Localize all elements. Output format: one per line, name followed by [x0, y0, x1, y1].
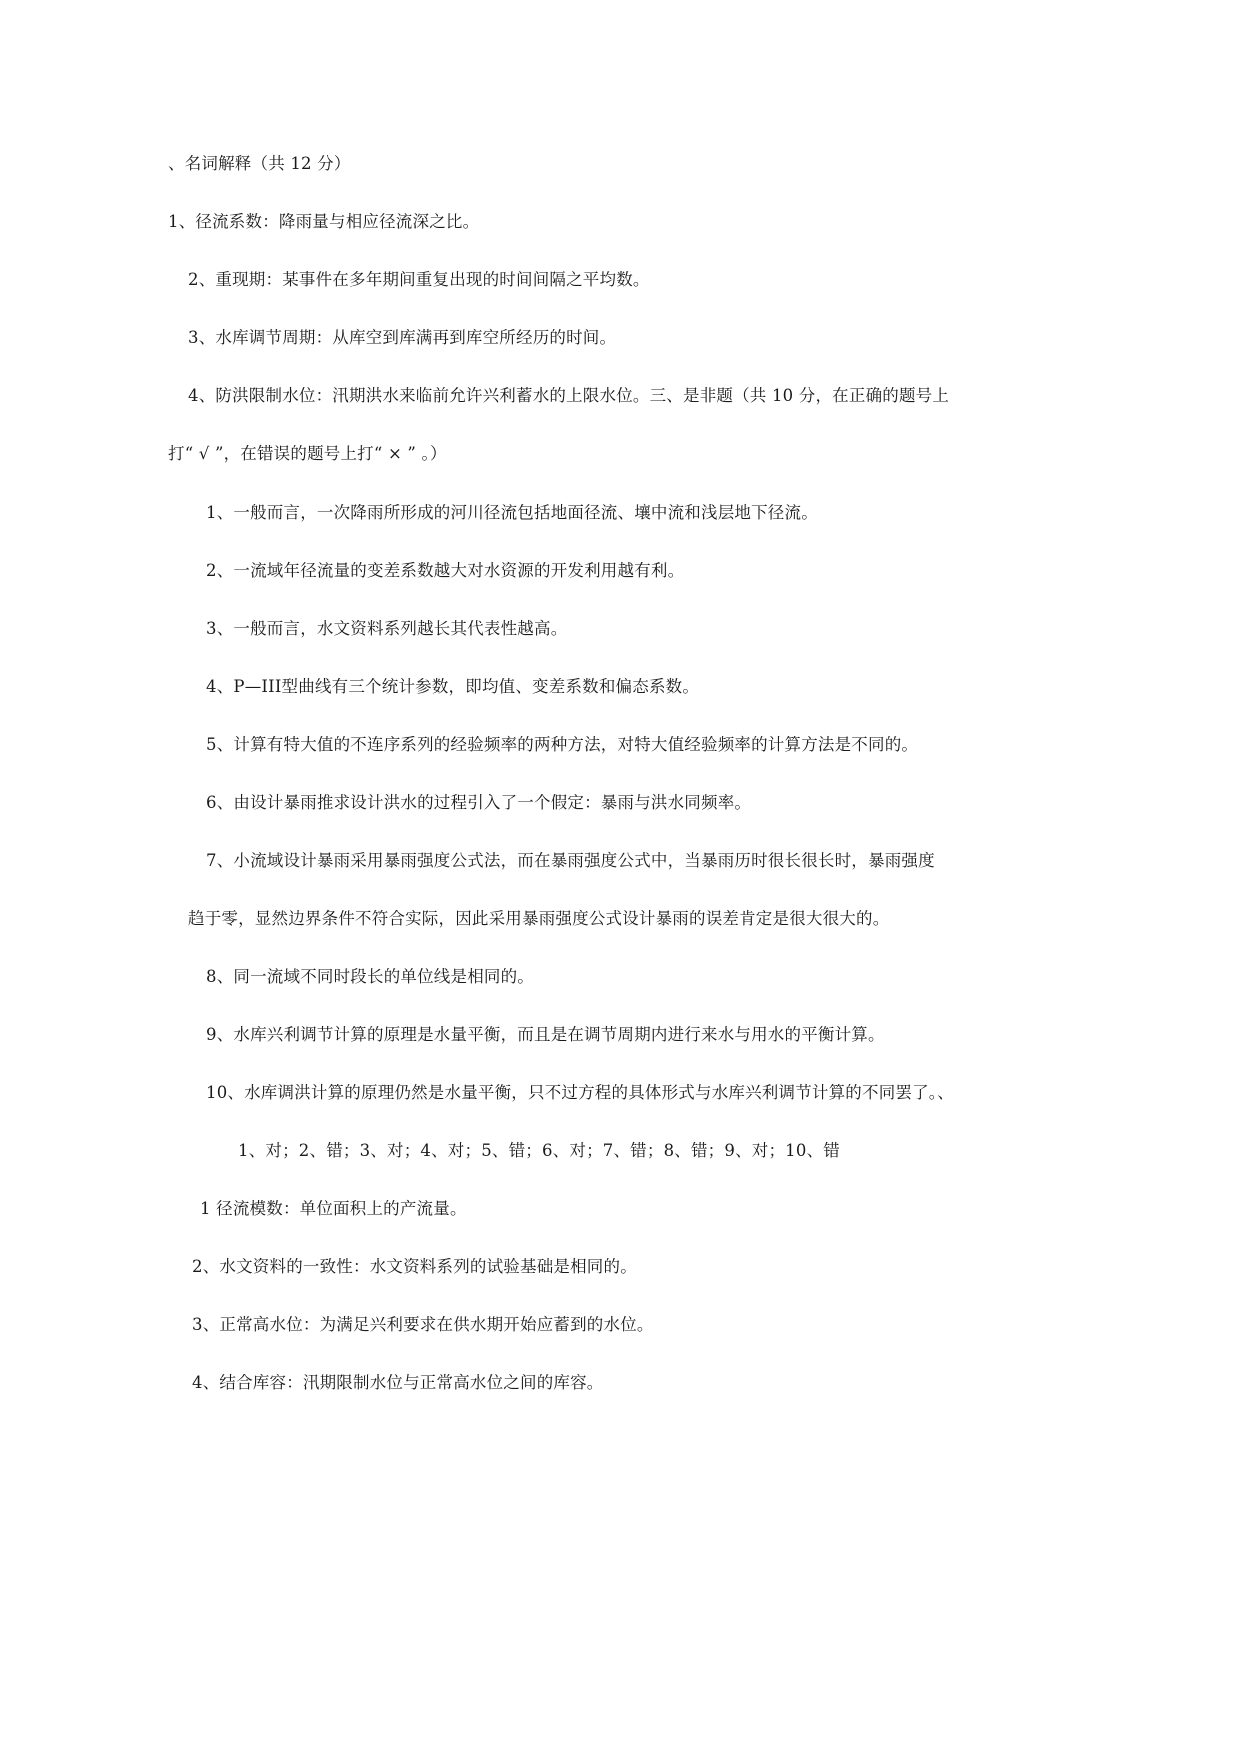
true-false-item: 3、一般而言，水文资料系列越长其代表性越高。	[206, 619, 568, 638]
definition-line: 4、防洪限制水位：汛期洪水来临前允许兴利蓄水的上限水位。三、是非题（共 10 分，在正确的题号上	[188, 386, 950, 405]
definition-line: 1 径流模数：单位面积上的产流量。	[200, 1199, 467, 1218]
definition-line: 2、水文资料的一致性：水文资料系列的试验基础是相同的。	[192, 1257, 637, 1276]
definition-line: 1、径流系数：降雨量与相应径流深之比。	[168, 212, 480, 231]
true-false-item: 9、水库兴利调节计算的原理是水量平衡，而且是在调节周期内进行来水与用水的平衡计算。	[206, 1025, 885, 1044]
definition-line: 2、重现期：某事件在多年期间重复出现的时间间隔之平均数。	[188, 270, 650, 289]
true-false-item: 4、P—III型曲线有三个统计参数，即均值、变差系数和偏态系数。	[206, 677, 700, 696]
true-false-item: 10、水库调洪计算的原理仍然是水量平衡，只不过方程的具体形式与水库兴利调节计算的不同罢了。、	[206, 1083, 954, 1102]
true-false-item: 5、计算有特大值的不连序系列的经验频率的两种方法，对特大值经验频率的计算方法是不同的。	[206, 735, 919, 754]
section-title: 、名词解释（共 12 分）	[168, 154, 351, 173]
true-false-item: 8、同一流域不同时段长的单位线是相同的。	[206, 967, 534, 986]
true-false-item: 2、一流域年径流量的变差系数越大对水资源的开发利用越有利。	[206, 561, 685, 580]
definition-line: 4、结合库容：汛期限制水位与正常高水位之间的库容。	[192, 1373, 604, 1392]
answer-key: 1、对；2、错；3、对；4、对；5、错；6、对；7、错；8、错；9、对；10、错	[238, 1141, 840, 1160]
true-false-item: 1、一般而言，一次降雨所形成的河川径流包括地面径流、壤中流和浅层地下径流。	[206, 503, 818, 522]
definition-line: 3、正常高水位：为满足兴利要求在供水期开始应蓄到的水位。	[192, 1315, 654, 1334]
true-false-item: 6、由设计暴雨推求设计洪水的过程引入了一个假定：暴雨与洪水同频率。	[206, 793, 752, 812]
definition-line: 3、水库调节周期：从库空到库满再到库空所经历的时间。	[188, 328, 617, 347]
true-false-item: 7、小流域设计暴雨采用暴雨强度公式法，而在暴雨强度公式中，当暴雨历时很长很长时，暴雨强度	[206, 851, 935, 870]
section-instruction: 打“ √ ”，在错误的题号上打“ × ” 。）	[168, 444, 447, 463]
true-false-item-continued: 趋于零，显然边界条件不符合实际，因此采用暴雨强度公式设计暴雨的误差肯定是很大很大的。	[188, 909, 890, 928]
